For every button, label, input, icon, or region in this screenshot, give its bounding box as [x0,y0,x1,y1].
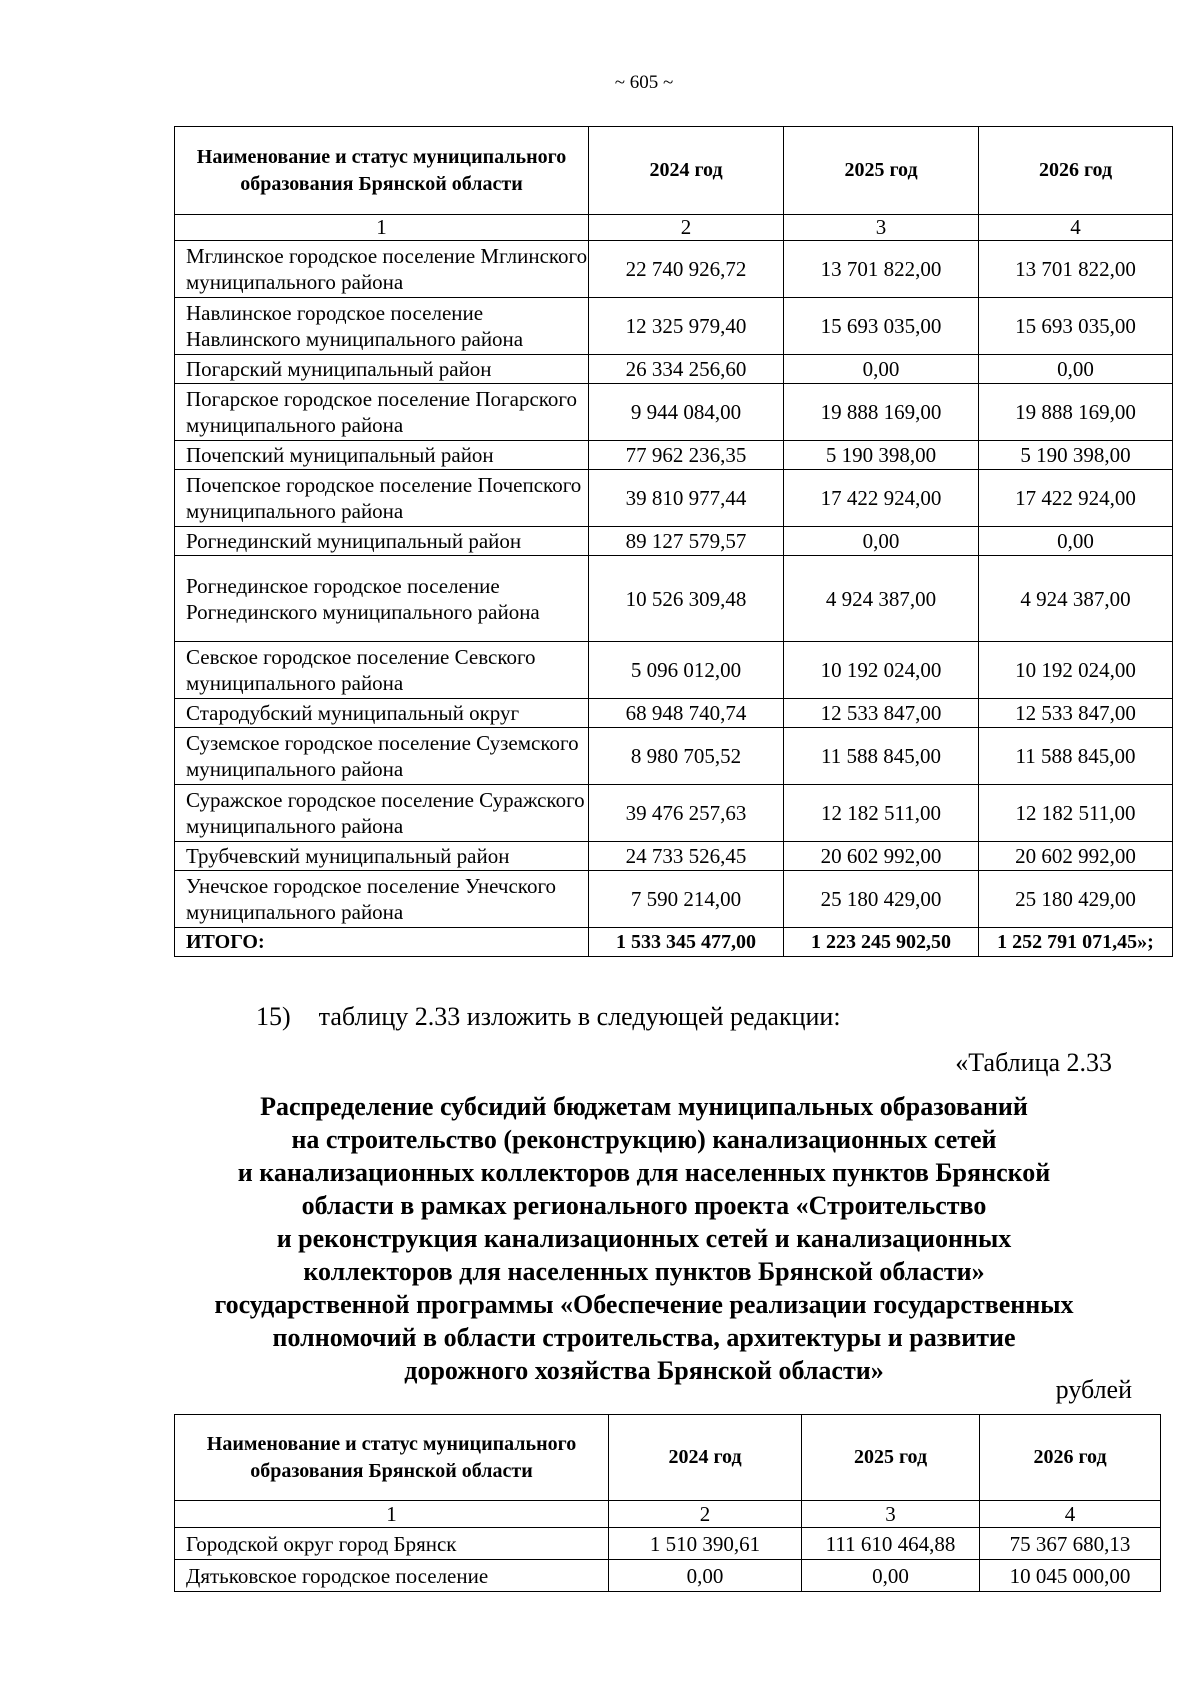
amount-cell: 111 610 464,88 [802,1528,980,1560]
subsidy-table-continued [174,126,1173,957]
amount-cell: 22 740 926,72 [589,241,784,298]
amount-cell: 19 888 169,00 [784,384,979,441]
amount-cell: 0,00 [784,527,979,556]
amount-cell: 5 190 398,00 [784,441,979,470]
table-row [175,298,1173,355]
amendment-item [256,1002,841,1032]
municipality-name: Почепское городское поселение Почепского муниципального района [175,470,589,527]
municipality-name: Трубчевский муниципальный район [175,842,589,871]
municipality-name: Стародубский муниципальный округ [175,699,589,728]
heading-line: коллекторов для населенных пунктов Брянской области» [303,1257,985,1286]
item-text: таблицу 2.33 изложить в следующей редакции: [318,1002,841,1031]
amount-cell: 0,00 [609,1560,802,1592]
amount-cell: 12 533 847,00 [979,699,1173,728]
amount-cell: 5 096 012,00 [589,642,784,699]
table-row [175,384,1173,441]
column-index-cell: 4 [980,1501,1161,1528]
amount-cell: 11 588 845,00 [784,728,979,785]
amount-cell: 15 693 035,00 [784,298,979,355]
municipality-name: Рогнединский муниципальный район [175,527,589,556]
item-number: 15) [256,1002,291,1031]
table-row [175,556,1173,642]
heading-line: на строительство (реконструкцию) канализационных сетей [291,1125,997,1154]
municipality-name: Суражское городское поселение Суражского муниципального района [175,785,589,842]
amount-cell: 19 888 169,00 [979,384,1173,441]
table-row [175,1528,1161,1560]
heading-line: полномочий в области строительства, архитектуры и развитие [272,1323,1016,1352]
heading-line: и реконструкция канализационных сетей и канализационных [276,1224,1012,1253]
amount-cell: 4 924 387,00 [784,556,979,642]
amount-cell: 26 334 256,60 [589,355,784,384]
column-header-name: Наименование и статус муниципального образования Брянской области [175,127,589,215]
amount-cell: 89 127 579,57 [589,527,784,556]
amount-cell: 10 045 000,00 [980,1560,1161,1592]
amount-cell: 0,00 [802,1560,980,1592]
column-header-2024: 2024 год [589,127,784,215]
column-header-name: Наименование и статус муниципального образования Брянской области [175,1415,609,1501]
table-row [175,642,1173,699]
column-header-2026: 2026 год [979,127,1173,215]
amount-cell: 39 810 977,44 [589,470,784,527]
table-row [175,785,1173,842]
amount-cell: 12 533 847,00 [784,699,979,728]
units-label: рублей [1055,1375,1132,1404]
municipality-name: Рогнединское городское поселение Рогнединского муниципального района [175,556,589,642]
total-label: ИТОГО: [175,928,589,957]
table-row [175,470,1173,527]
amount-cell: 11 588 845,00 [979,728,1173,785]
column-index-cell: 3 [784,215,979,241]
municipality-name: Почепский муниципальный район [175,441,589,470]
heading-line: Распределение субсидий бюджетам муниципальных образований [260,1092,1028,1121]
amount-cell: 10 526 309,48 [589,556,784,642]
amount-cell: 17 422 924,00 [784,470,979,527]
column-header-2025: 2025 год [802,1415,980,1501]
municipality-name: Городской округ город Брянск [175,1528,609,1560]
amount-cell: 8 980 705,52 [589,728,784,785]
amount-cell: 1 510 390,61 [609,1528,802,1560]
page-number: ~ 605 ~ [614,72,674,93]
table-row [175,355,1173,384]
table-label: «Таблица 2.33 [955,1048,1112,1077]
amount-cell: 10 192 024,00 [784,642,979,699]
column-index-cell: 1 [175,215,589,241]
amount-cell: 5 190 398,00 [979,441,1173,470]
amount-cell: 12 182 511,00 [979,785,1173,842]
column-index-cell: 2 [609,1501,802,1528]
amount-cell: 10 192 024,00 [979,642,1173,699]
amount-cell: 68 948 740,74 [589,699,784,728]
column-header-2024: 2024 год [609,1415,802,1501]
column-index-cell: 3 [802,1501,980,1528]
amount-cell: 12 325 979,40 [589,298,784,355]
municipality-name: Навлинское городское поселение Навлинского муниципального района [175,298,589,355]
amount-cell: 25 180 429,00 [979,871,1173,928]
amount-cell: 20 602 992,00 [979,842,1173,871]
column-index-cell: 1 [175,1501,609,1528]
amount-cell: 77 962 236,35 [589,441,784,470]
amount-cell: 75 367 680,13 [980,1528,1161,1560]
amount-cell: 0,00 [784,355,979,384]
amount-cell: 13 701 822,00 [784,241,979,298]
municipality-name: Погарский муниципальный район [175,355,589,384]
column-index-cell: 4 [979,215,1173,241]
municipality-name: Дятьковское городское поселение [175,1560,609,1592]
amount-cell: 0,00 [979,355,1173,384]
amount-cell: 4 924 387,00 [979,556,1173,642]
municipality-name: Мглинское городское поселение Мглинского муниципального района [175,241,589,298]
total-row [175,928,1173,957]
table-row [175,728,1173,785]
heading-line: и канализационных коллекторов для населенных пунктов Брянской [237,1158,1051,1187]
amount-cell: 9 944 084,00 [589,384,784,441]
amount-cell: 24 733 526,45 [589,842,784,871]
column-index-row [175,215,1173,241]
subsidy-table-2-33 [174,1414,1161,1592]
heading-line: области в рамках регионального проекта «Строительство [301,1191,987,1220]
amount-cell: 13 701 822,00 [979,241,1173,298]
heading-line: дорожного хозяйства Брянской области» [404,1356,884,1385]
table-row [175,441,1173,470]
amount-cell: 15 693 035,00 [979,298,1173,355]
column-index-row [175,1501,1161,1528]
table-row [175,699,1173,728]
amount-cell: 7 590 214,00 [589,871,784,928]
amount-cell: 12 182 511,00 [784,785,979,842]
amount-cell: 17 422 924,00 [979,470,1173,527]
total-amount: 1 533 345 477,00 [589,928,784,957]
table-row [175,1560,1161,1592]
total-amount: 1 223 245 902,50 [784,928,979,957]
municipality-name: Погарское городское поселение Погарского муниципального района [175,384,589,441]
amount-cell: 0,00 [979,527,1173,556]
column-header-2026: 2026 год [980,1415,1161,1501]
table-row [175,842,1173,871]
column-header-2025: 2025 год [784,127,979,215]
table-row [175,241,1173,298]
amount-cell: 39 476 257,63 [589,785,784,842]
municipality-name: Суземское городское поселение Суземского муниципального района [175,728,589,785]
table-row [175,871,1173,928]
amount-cell: 25 180 429,00 [784,871,979,928]
municipality-name: Севское городское поселение Севского муниципального района [175,642,589,699]
municipality-name: Унечское городское поселение Унечского муниципального района [175,871,589,928]
heading-line: государственной программы «Обеспечение реализации государственных [214,1290,1074,1319]
column-index-cell: 2 [589,215,784,241]
amount-cell: 20 602 992,00 [784,842,979,871]
table-row [175,527,1173,556]
total-amount: 1 252 791 071,45»; [979,928,1173,957]
table-heading [0,1090,1200,1387]
